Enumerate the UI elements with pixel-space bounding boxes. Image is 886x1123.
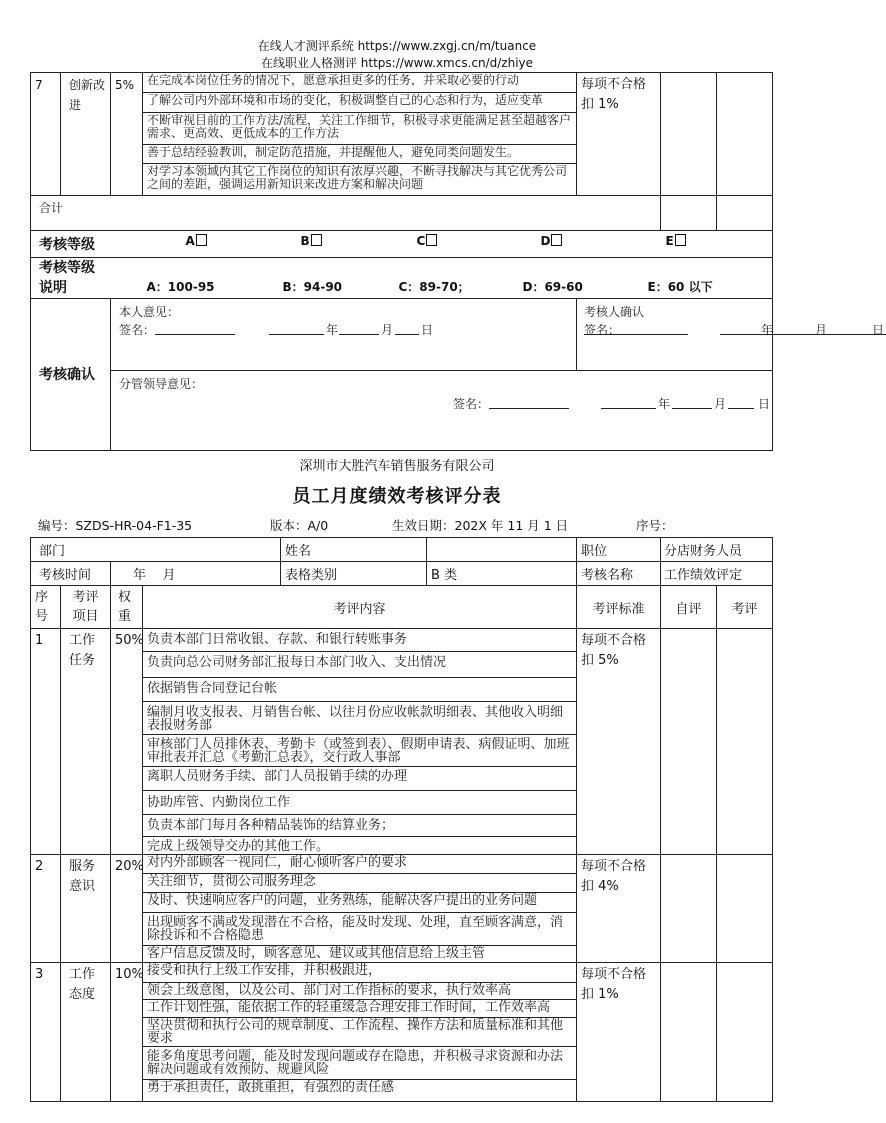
total-review[interactable]	[717, 196, 773, 231]
grade-option-a[interactable]: A	[186, 234, 207, 248]
col-review: 考评	[717, 586, 773, 629]
item1-criterion: 负责本部门日常收银、存款、和银行转账事务	[143, 629, 577, 652]
exam-name-label: 考核名称	[577, 562, 661, 586]
score-table	[30, 537, 773, 1102]
reviewer-sign-label: 签名：	[584, 323, 621, 337]
item7-review-score[interactable]	[717, 73, 773, 196]
item2-review-score[interactable]	[717, 855, 773, 963]
item3-self-score[interactable]	[661, 963, 717, 1102]
checkbox-icon	[675, 234, 686, 246]
col-content: 考评内容	[143, 586, 577, 629]
month-label: 月	[381, 323, 394, 337]
item2-criterion: 关注细节，贯彻公司服务理念	[143, 874, 577, 893]
col-weight: 权重	[111, 586, 143, 629]
month-label: 月	[714, 397, 727, 411]
item1-name: 工作任务	[61, 629, 111, 855]
item1-criterion: 编制月收支报表、月销售台帐、以往月份应收帐款明细表、其他收入明细表报财务部	[143, 702, 577, 735]
grade-desc-label: 考核等级说明	[31, 258, 111, 299]
self-opinion-label: 本人意见：	[119, 305, 180, 319]
form-code: 编号：SZDS-HR-04-F1-35	[38, 518, 193, 533]
confirm-label: 考核确认	[31, 299, 111, 451]
item7-weight: 5%	[111, 73, 143, 196]
item2-criterion: 及时、快速响应客户的问题，业务熟练，能解决客户提出的业务问题	[143, 893, 577, 913]
reviewer-sign-field[interactable]	[584, 321, 688, 335]
item7-no: 7	[31, 73, 61, 196]
item3-review-score[interactable]	[717, 963, 773, 1102]
period-label: 考核时间	[31, 562, 111, 586]
month-label: 月	[815, 323, 828, 337]
self-month-field[interactable]	[339, 321, 379, 335]
self-sign-label: 签名：	[119, 323, 156, 337]
grade-option-e[interactable]: E	[666, 234, 686, 248]
item7-criterion: 不断审视目前的工作方法/流程，关注工作细节，积极寻求更能满足甚至超越客户需求、更高效、更低成本的工作方法	[143, 113, 577, 145]
item1-standard: 每项不合格扣 5%	[577, 629, 661, 855]
item3-criterion: 能多角度思考问题，能及时发现问题或存在隐患，并积极寻求资源和办法解决问题或有效预防、规避风险	[143, 1047, 577, 1080]
reviewer-confirm-label: 考核人确认	[584, 305, 645, 319]
grade-desc-c: C：89-70；	[398, 280, 470, 294]
item7-criterion: 在完成本岗位任务的情况下，愿意承担更多的任务，并采取必要的行动	[143, 73, 577, 93]
col-no: 序号	[31, 586, 61, 629]
item1-criterion: 负责本部门每月各种精品装饰的结算业务；	[143, 815, 577, 837]
grade-option-c[interactable]: C	[417, 234, 438, 248]
form-title: 员工月度绩效考核评分表	[292, 486, 502, 507]
item7-criterion: 对学习本领域内其它工作岗位的知识有浓厚兴趣，不断寻找解决与其它优秀公司之间的差距，强调运用新知识来改进方案和解决问题	[143, 164, 577, 196]
item3-criterion: 接受和执行上级工作安排，并积极跟进，	[143, 963, 577, 983]
col-self: 自评	[661, 586, 717, 629]
position-label: 职位	[577, 538, 661, 562]
name-field[interactable]	[427, 538, 577, 562]
period-value[interactable]: 年 月	[111, 562, 281, 586]
item7-name: 创新改进	[61, 73, 111, 196]
total-label: 合计	[31, 196, 661, 231]
item3-criterion: 坚决贯彻和执行公司的规章制度、工作流程、操作方法和质量标准和其他要求	[143, 1018, 577, 1047]
col-standard: 考评标准	[577, 586, 661, 629]
company-name: 深圳市大胜汽车销售服务有限公司	[299, 459, 495, 474]
item2-weight: 20%	[111, 855, 143, 963]
day-label: 日	[421, 323, 434, 337]
leader-sign-label: 签名：	[453, 397, 490, 411]
type-value: B 类	[427, 562, 577, 586]
item3-criterion: 勇于承担责任，敢挑重担，有强烈的责任感	[143, 1080, 577, 1102]
checkbox-icon	[426, 234, 437, 246]
item1-criterion: 离职人员财务手续、部门人员报销手续的办理	[143, 767, 577, 791]
self-sign-field[interactable]	[155, 321, 235, 335]
header-line-1: 在线人才测评系统 https://www.zxgj.cn/m/tuance	[257, 39, 537, 53]
checkbox-icon	[551, 234, 562, 246]
item7-criterion: 善于总结经验教训，制定防范措施，并提醒他人，避免同类问题发生。	[143, 145, 577, 164]
day-label: 日	[872, 323, 885, 337]
form-version: 版本：A/0	[270, 518, 329, 533]
item7-criterion: 了解公司内外部环境和市场的变化，积极调整自己的心态和行为，适应变革	[143, 93, 577, 113]
grade-option-b[interactable]: B	[301, 234, 322, 248]
item7-self-score[interactable]	[661, 73, 717, 196]
item2-name: 服务意识	[61, 855, 111, 963]
day-label: 日	[758, 397, 771, 411]
grade-option-d[interactable]: D	[541, 234, 563, 248]
item1-weight: 50%	[111, 629, 143, 855]
grade-label: 考核等级	[31, 231, 111, 258]
leader-day-field[interactable]	[728, 395, 754, 409]
item2-criterion: 客户信息反馈及时，顾客意见、建议或其他信息给上级主管	[143, 946, 577, 963]
item1-review-score[interactable]	[717, 629, 773, 855]
col-item: 考评项目	[61, 586, 111, 629]
leader-sign-field[interactable]	[489, 395, 569, 409]
item2-no: 2	[31, 855, 61, 963]
item3-standard: 每项不合格扣 1%	[577, 963, 661, 1102]
leader-year-field[interactable]	[601, 395, 656, 409]
leader-opinion-label: 分管领导意见：	[119, 377, 204, 391]
grade-desc-d: D：69-60	[522, 280, 583, 294]
item1-no: 1	[31, 629, 61, 855]
item3-weight: 10%	[111, 963, 143, 1102]
leader-month-field[interactable]	[672, 395, 712, 409]
continued-table	[30, 72, 885, 451]
grade-desc-a: A：100-95	[146, 280, 215, 294]
year-label: 年	[326, 323, 339, 337]
item3-criterion: 领会上级意图，以及公司、部门对工作指标的要求，执行效率高	[143, 983, 577, 1000]
item1-criterion: 审核部门人员排休表、考勤卡（或签到表）、假期申请表、病假证明、加班审批表并汇总《考勤汇总表》，交行政人事部	[143, 735, 577, 767]
item1-criterion: 负责向总公司财务部汇报每日本部门收入、支出情况	[143, 652, 577, 678]
item1-criterion: 依据销售合同登记台帐	[143, 678, 577, 702]
self-day-field[interactable]	[395, 321, 419, 335]
item2-standard: 每项不合格扣 4%	[577, 855, 661, 963]
dept-label: 部门	[31, 538, 281, 562]
form-serial: 序号：	[636, 518, 674, 533]
position-value: 分店财务人员	[661, 538, 773, 562]
year-label: 年	[658, 397, 671, 411]
grade-desc-b: B：94-90	[282, 280, 343, 294]
type-label: 表格类别	[281, 562, 427, 586]
checkbox-icon	[311, 234, 322, 246]
header-line-2: 在线职业人格测评 https://www.xmcs.cn/d/zhiye	[260, 56, 534, 70]
item1-self-score[interactable]	[661, 629, 717, 855]
exam-name-value: 工作绩效评定	[661, 562, 773, 586]
item3-criterion: 工作计划性强，能依据工作的轻重缓急合理安排工作时间，工作效率高	[143, 1000, 577, 1018]
item2-criterion: 对内外部顾客一视同仁，耐心倾听客户的要求	[143, 855, 577, 874]
grade-desc-e: E：60 以下	[647, 280, 713, 294]
checkbox-icon	[196, 234, 207, 246]
item2-self-score[interactable]	[661, 855, 717, 963]
item3-no: 3	[31, 963, 61, 1102]
item3-name: 工作态度	[61, 963, 111, 1102]
total-self[interactable]	[661, 196, 717, 231]
item2-criterion: 出现顾客不满或发现潜在不合格，能及时发现、处理，直至顾客满意，消除投诉和不合格隐患	[143, 913, 577, 946]
item7-standard: 每项不合格扣 1%	[577, 73, 661, 196]
reviewer-date-field[interactable]	[720, 321, 886, 335]
item1-criterion: 协助库管、内勤岗位工作	[143, 791, 577, 815]
item1-criterion: 完成上级领导交办的其他工作。	[143, 837, 577, 855]
self-year-field[interactable]	[269, 321, 324, 335]
year-label: 年	[761, 323, 774, 337]
name-label: 姓名	[281, 538, 427, 562]
form-effective-date: 生效日期：202X 年 11 月 1 日	[392, 518, 569, 533]
